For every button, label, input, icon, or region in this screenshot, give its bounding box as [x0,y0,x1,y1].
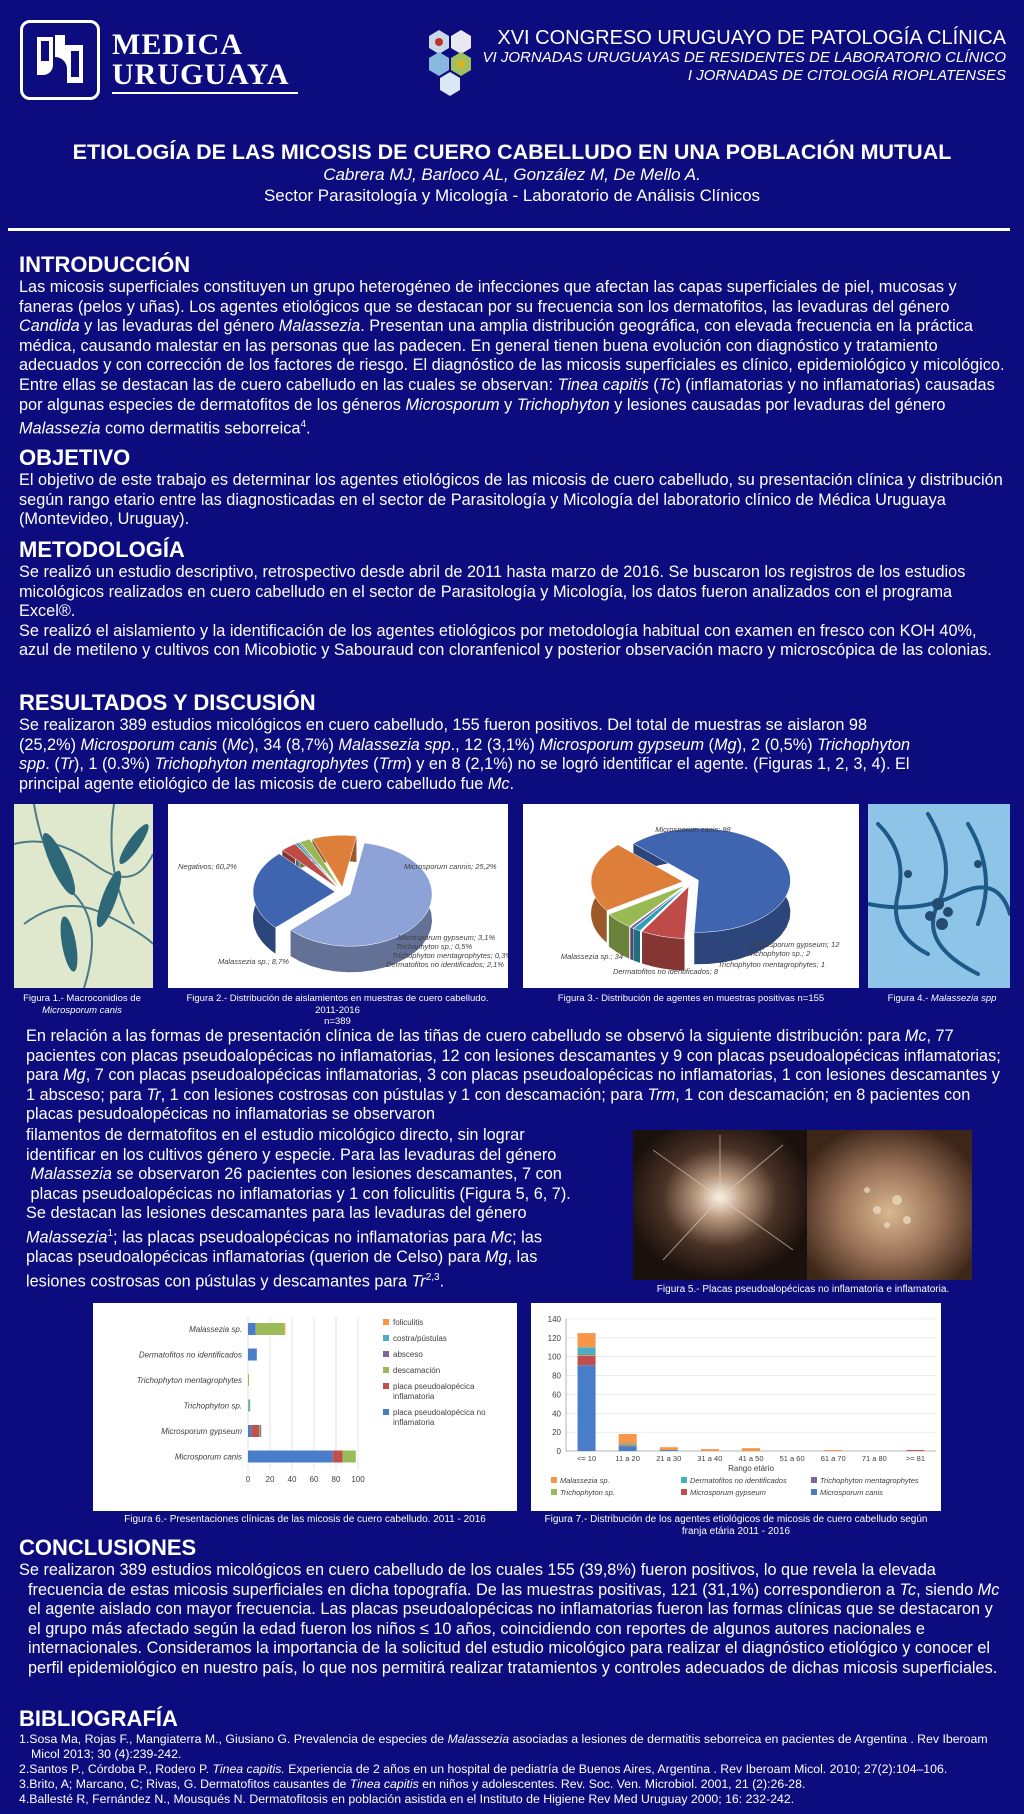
category-label: Microsporum canis [174,1452,242,1462]
bibliography-heading: BIBLIOGRAFÍA [19,1706,178,1731]
category-label: Trichophyton sp. [183,1401,242,1411]
figure-7-chart-panel [531,1303,941,1511]
y-tick-label: 120 [547,1333,561,1343]
clinical-presentation-text-2: filamentos de dermatofitos en el estudio micológico directo, sin lograr identificar en los cultivos género y especie. Para las levaduras del género Malassezia se observaron 26 pacientes con lesiones descamantes, 7 con placas pseudoalopécicas no inflamatorias y 1 con foliculitis (Figura 5, 6, 7). Se destacan las lesiones descamantes para las levaduras del género Malassezia$^1$; las placas pseudoalopécicas no inflamatorias para Mc; las placas pseudoalopécicas inflamatorias (querion de Celso) para Mg, las lesiones costrosas con pústulas y descamantes para Tr$^{2,3}$. [26,1126,571,1290]
legend-label: Malassezia sp. [560,1476,610,1485]
bibliography-item: 2.Santos P., Córdoba P., Rodero P. Tinea capitis. Experiencia de 2 años en un hospital de pediatría de Buenos Aires, Argentina . Rev Iberoam Micol. 2010; 27(2):104–106. [19,1762,948,1776]
y-tick-label: 20 [552,1428,561,1438]
legend-swatch [681,1477,687,1483]
figure-2-caption: Figura 2.- Distribución de aislamientos en muestras de cuero cabelludo. 2011-2016 n=389 [186,993,489,1027]
x-tick-label: >= 81 [905,1454,926,1463]
bar-segment [248,1374,249,1386]
methodology-section [19,537,1007,661]
x-tick-label: 31 a 40 [697,1454,723,1463]
authors: Cabrera MJ, Barloco AL, González M, De Mello A. [323,165,701,184]
legend-label: inflamatoria [393,1418,435,1427]
legend-label: Microsporum gypseum [690,1488,766,1497]
age-range-bar-chart [531,1303,941,1511]
bar-segment [248,1400,249,1412]
congress-subtitle-1: VI JORNADAS URUGUAYAS DE RESIDENTES DE LABORATORIO CLÍNICO [482,49,1006,66]
legend-label: Trichophyton mentagrophytes [820,1476,919,1485]
conclusions-section [19,1535,1007,1679]
legend-label: placa pseudoalopécica no [393,1408,486,1417]
clinical-presentation-text: En relación a las formas de presentación clínica de las tiñas de cuero cabelludo se observó la siguiente distribución: para Mc, 77 pacientes con placas pseudoalopécicas no inflamatorias, 12 con lesiones descamantes y 9 con placas pseudoalopécicas inflamatorias; para Mg, 7 con placas pseudoalopécicas inflamatorias, 3 con placas pseudoalopécicas no inflamatorias, 1 con lesiones descamantes y 1 absceso; para Tr, 1 con lesiones costrosas con pústulas y 1 con descamación; para Trm, 1 con descamación; en 8 pacientes con placas pesudoalopécicas no inflamatorias se observaron [26,1027,1001,1124]
category-label: Trichophyton mentagrophytes [136,1376,242,1385]
objective-section [19,445,1007,530]
introduction-text: Las micosis superficiales constituyen un grupo heterogéneo de infecciones que afectan las capas superficiales de piel, mucosas y faneras (pelos y uñas). Los agentes etiológicos que se destacan por su frecuencia son los dermatofitos, las levaduras del género Candida y las levaduras del género Malassezia. Presentan una amplia distribución geográfica, con elevada frecuencia en la práctica médica, causando malestar en las personas que las padecen. En general tienen buena evolución con diagnóstico y tratamiento adecuados y con corrección de los factores de riesgo. El diagnóstico de las micosis superficiales es clínico, epidemiológico y micológico. Entre ellas se destacan las de cuero cabelludo en las cuales se observan: Tinea capitis (Tc) (inflamatorias y no inflamatorias) causadas por algunas especies de dermatofitos de los géneros Microsporum y Trichophyton y lesiones causadas por levaduras del género Malassezia como dermatitis seborreica$^4$. [19,278,1005,438]
congress-hexagon-logo-icon [425,28,475,96]
pie-label: Microsporum gypseum; 3,1% [398,933,496,942]
legend-swatch [383,1351,389,1357]
figure-5-photo-inflammatory [807,1130,972,1280]
y-tick-label: 60 [552,1390,561,1400]
sector-line: Sector Parasitología y Micología - Laboratorio de Análisis Clínicos [263,186,761,205]
x-axis-title: Rango etário [728,1464,774,1473]
legend-swatch [383,1319,389,1325]
y-tick-label: 0 [556,1447,561,1456]
bar-segment [256,1323,285,1335]
figure-4-micrograph [868,804,1010,988]
bar-segment [260,1425,261,1437]
figure-1-caption: Figura 1.- Macroconidios de Microsporum canis [23,993,141,1016]
x-tick-label: 61 a 70 [820,1454,846,1463]
x-tick-label: 51 a 60 [779,1454,805,1463]
legend-swatch [811,1489,817,1495]
bibliography-item: 1.Sosa Ma, Rojas F., Mangiaterra M., Giusiano G. Prevalencia de especies de Malassezia asociadas a lesiones de dermatitis seborreica en pacientes de Argentina . Rev Iberoam Micol 2013; 30 (4):239-242. [19,1732,988,1761]
x-tick-label: 0 [245,1475,251,1484]
logo-line-1: MEDICA [112,28,243,61]
bar-segment [578,1356,596,1365]
logo-wordmark [112,30,298,94]
category-label: Malassezia sp. [189,1325,242,1334]
figure-2-chart-panel [168,804,508,988]
category-label: Dermatofitos no identificados [138,1350,242,1360]
results-text: Se realizaron 389 estudios micológicos en cuero cabelludo, 155 fueron positivos. Del total de muestras se aislaron 98 (25,2%) Microsporum canis (Mc), 34 (8,7%) Malassezia spp., 12 (3,1%) Microsporum gypseum (Mg), 2 (0,5%) Trichophyton spp. (Tr), 1 (0.3%) Trichophyton mentagrophytes (Trm) y en 8 (2,1%) no se logró identificar el agente. (Figuras 1, 2, 3, 4). El principal agente etiológico de las micosis de cuero cabelludo fue Mc. [19,716,911,793]
legend-swatch [383,1335,389,1341]
bar-segment [578,1347,596,1354]
bibliography-list [19,1732,1007,1807]
poster-title-block [0,140,1024,206]
legend-swatch [383,1367,389,1373]
legend-label: absceso [393,1350,423,1359]
figure-7-caption: Figura 7.- Distribución de los agentes etiológicos de micosis de cuero cabelludo según franja etária 2011 - 2016 [544,1514,928,1537]
bibliography-section [19,1706,1007,1807]
legend-label: foliculitis [393,1318,424,1327]
pie-slice-side [630,927,633,960]
bar-segment [824,1450,842,1451]
legend-swatch [681,1489,687,1495]
legend-label: costra/pústulas [393,1334,447,1343]
y-tick-label: 40 [552,1409,561,1419]
bar-segment [578,1365,596,1451]
x-tick-label: 20 [265,1475,275,1484]
legend-swatch [811,1477,817,1483]
legend-label: placa pseudoalopécica [393,1382,475,1391]
y-tick-label: 100 [547,1352,561,1362]
x-tick-label: 21 a 30 [656,1454,682,1463]
x-tick-label: 80 [331,1475,341,1484]
microsporum-macroconidia-image [14,804,153,988]
x-tick-label: 40 [287,1475,297,1484]
bar-segment [906,1450,924,1451]
bar-segment [660,1450,678,1451]
bar-segment [343,1451,356,1463]
malassezia-image [868,804,1010,988]
bar-segment [248,1323,256,1335]
bar-segment [619,1434,637,1443]
bar-segment [248,1425,251,1437]
congress-subtitle-2: I JORNADAS DE CITOLOGÍA RIOPLATENSES [687,67,1006,84]
bar-segment [660,1447,678,1450]
figure-3-caption: Figura 3.- Distribución de agentes en muestras positivas n=155 [557,993,825,1004]
positive-agents-pie-chart [523,804,859,988]
legend-label: Microsporum canis [820,1488,883,1497]
scalp-lesion-photo-1 [633,1130,807,1280]
objective-heading: OBJETIVO [19,445,131,470]
bar-segment [619,1444,637,1445]
isolation-distribution-pie-chart [168,804,508,988]
bar-segment [619,1443,637,1444]
bar-segment [742,1448,760,1451]
category-label: Microsporum gypseum [161,1427,242,1436]
bar-segment [259,1425,260,1437]
conclusions-heading: CONCLUSIONES [19,1535,197,1560]
bar-segment [619,1445,637,1446]
legend-label: Trichophyton sp. [560,1488,615,1497]
x-tick-label: 71 a 80 [861,1454,887,1463]
figure-3-chart-panel [523,804,859,988]
bar-segment [578,1333,596,1347]
legend-swatch [383,1383,389,1389]
figure-6-caption: Figura 6.- Presentaciones clínicas de las micosis de cuero cabelludo. 2011 - 2016 [124,1514,486,1525]
pie-label: Dermatofitos no identificados; 8 [612,967,718,976]
bar-segment [619,1446,637,1451]
x-tick-label: 41 a 50 [738,1454,764,1463]
pie-label: Malassezia sp.; 34 [560,952,623,961]
bar-segment [333,1451,343,1463]
pie-label: Trichophyton mentagrophytes; 1 [718,960,826,969]
methodology-text-1: Se realizó un estudio descriptivo, retrospectivo desde abril de 2011 hasta marzo de 2016. Se buscaron los registros de los estudios micológicos realizados en cuero cabelludo en el sector de Parasitología y Micología, los datos fueron analizados con el programa Excel®. [19,563,966,621]
pie-label: Microsporum canis; 98 [655,825,731,834]
logo-emblem-icon [29,29,91,91]
bar-segment [578,1354,596,1355]
legend-label: inflamatoria [393,1392,435,1401]
legend-label: Dermatofitos no identificados [690,1476,787,1485]
results-heading: RESULTADOS Y DISCUSIÓN [19,690,316,715]
introduction-heading: INTRODUCCIÓN [19,252,191,277]
pie-label: Dermatofitos no identificados; 2,1% [386,960,504,969]
scalp-lesion-photo-2 [807,1130,972,1280]
pie-label: Negativos; 60,2% [178,862,237,871]
bibliography-item: 3.Brito, A; Marcano, C; Rivas, G. Dermatofitos causantes de Tinea capitis en niños y adolescentes. Rev. Soc. Ven. Microbiol. 2001, 21 (2):26-28. [19,1777,806,1791]
pie-label: Trichophyton mentagrophytes; 0,3% [392,951,508,960]
objective-text: El objetivo de este trabajo es determinar los agentes etiológicos de las micosis de cuero cabelludo, su presentación clínica y distribución según rango etario entre las diagnosticadas en el sector de Parasitología y Micología del laboratorio clínico de Médica Uruguaya (Montevideo, Uruguay). [19,471,1003,529]
pie-label: Trichophyton sp.; 2 [747,949,811,958]
x-tick-label: 11 a 20 [615,1454,640,1463]
y-tick-label: 80 [552,1371,561,1381]
poster-title: ETIOLOGÍA DE LAS MICOSIS DE CUERO CABELLUDO EN UNA POBLACIÓN MUTUAL [72,140,952,164]
figure-4-caption: Figura 4.- Malassezia spp [887,993,997,1004]
methodology-text-2: Se realizó el aislamiento y la identificación de los agentes etiológicos por metodología habitual con examen en fresco con KOH 40%, azul de metileno y cultivos con Micobiotic y Sabouraud con cloranfenicol y posterior observación macro y microscópica de las colonias. [19,621,992,660]
legend-swatch [551,1477,557,1483]
legend-label: descamación [393,1366,441,1375]
figure-1-micrograph [14,804,153,988]
legend-swatch [383,1409,389,1415]
bar-segment [578,1355,596,1356]
clinical-presentation-bar-chart [93,1303,517,1511]
pie-label: Trichophyton sp.; 0,5% [396,942,473,951]
x-tick-label: 60 [309,1475,319,1484]
legend-swatch [551,1489,557,1495]
bar-segment [284,1323,285,1335]
conclusions-text: Se realizaron 389 estudios micológicos en cuero cabelludo de los cuales 155 (39,8%) fueron positivos, lo que revela la elevada frecuencia de estas micosis superficiales en dicha topografía. De las muestras positivas, 121 (31,1%) correspondieron a Tc, siendo Mc el agente aislado con mayor frecuencia. Las placas pseudoalopécicas no inflamatorias fueron las formas clínicas que se destacaron y el grupo más afectado según la edad fueron los niños ≤ 10 años, coincidiendo con reportes de algunos autores nacionales e internacionales. Consideramos la importancia de la solicitud del estudio micológico para realizar el diagnóstico etiológico y conocer el perfil epidemiológico en nuestro país, lo que nos permitirá realizar tratamientos y controles adecuados de dichas micosis superficiales. [19,1561,1000,1677]
medica-uruguaya-logo-mark [20,20,100,100]
pie-label: Microsporum gypseum; 12 [751,940,840,949]
congress-title: XVI CONGRESO URUGUAYO DE PATOLOGÍA CLÍNICA [497,27,1006,49]
x-tick-label: <= 10 [576,1454,597,1463]
y-tick-label: 140 [547,1315,561,1324]
bibliography-item: 4.Ballesté R, Fernández N., Mousqués N. Dermatofitosis en población asistida en el Instituto de Higiene Rev Med Uruguay 2000; 16: 232-242. [19,1792,795,1806]
congress-header [483,27,1006,85]
pie-label: Malassezia sp.; 8,7% [218,957,289,966]
logo-line-2: URUGUAYA [112,58,290,91]
bar-segment [249,1400,250,1412]
methodology-heading: METODOLOGÍA [19,537,185,562]
bar-segment [248,1349,257,1361]
figure-5-caption: Figura 5.- Placas pseudoalopécicas no inflamatoria e inflamatoria. [656,1284,950,1295]
figure-6-chart-panel [93,1303,517,1511]
header-divider [8,228,1010,231]
bar-segment [701,1449,719,1451]
results-section [19,690,924,794]
x-tick-label: 100 [351,1475,365,1484]
bar-segment [248,1451,333,1463]
pie-label: Microsporum cannis; 25,2% [404,862,497,871]
pie-slice-side [634,929,640,963]
introduction-section [19,252,1007,439]
bar-segment [251,1425,259,1437]
figure-5-photo-noninflammatory [633,1130,807,1280]
